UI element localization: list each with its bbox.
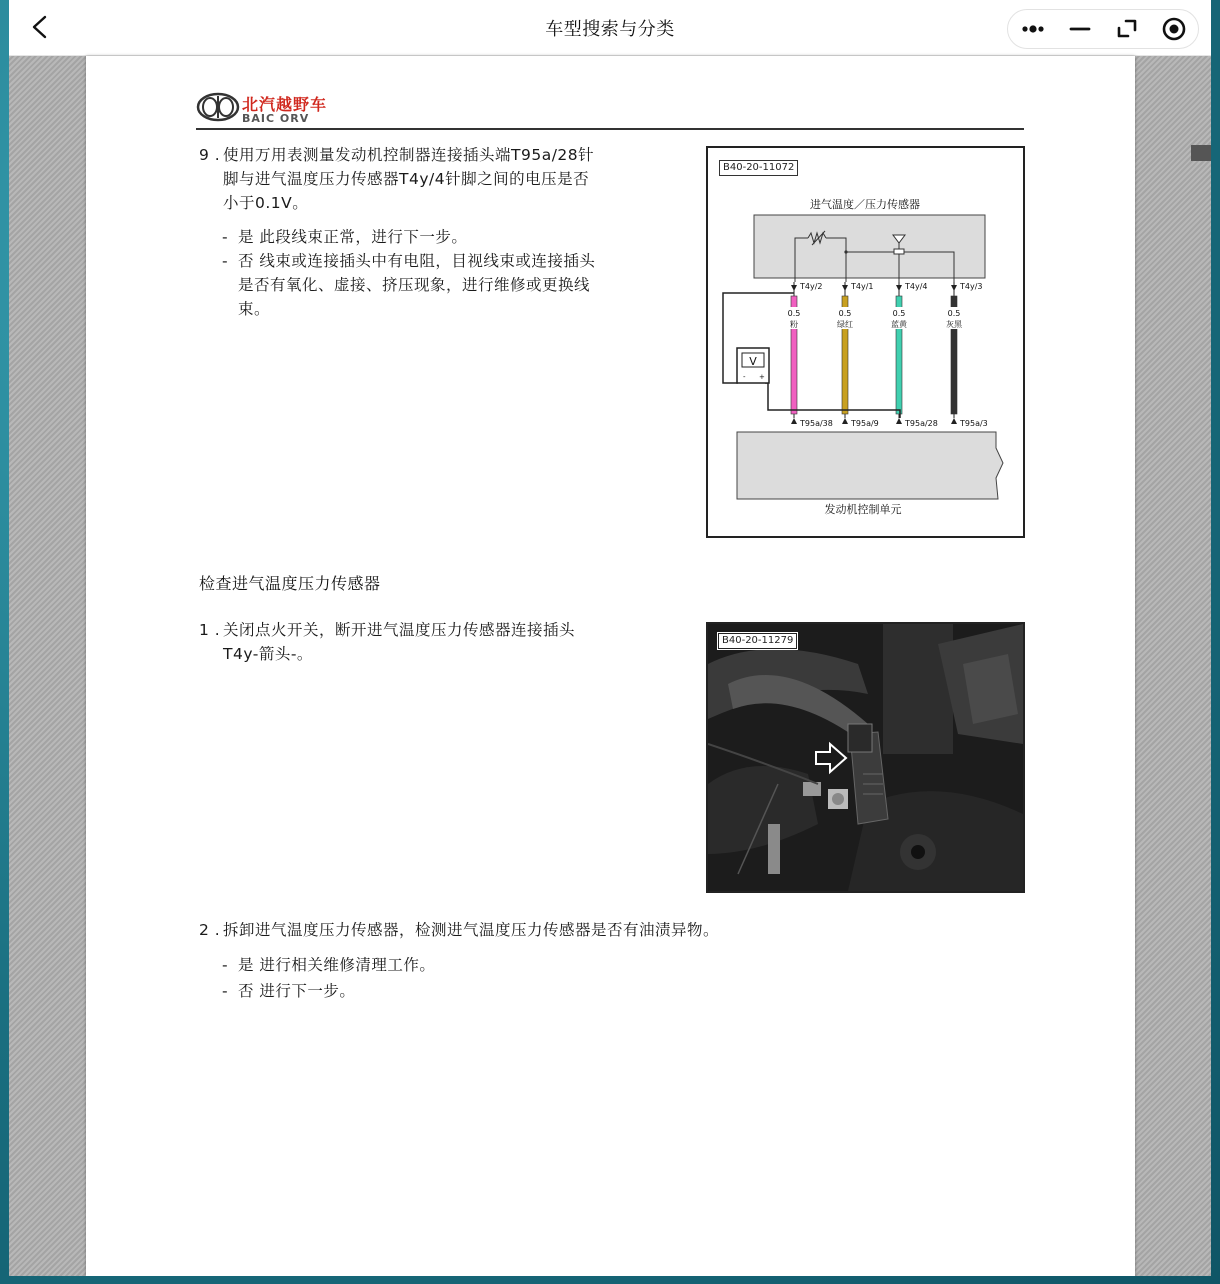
pin-label-top: T4y/1 [851, 282, 874, 291]
restore-icon [1113, 15, 1141, 43]
sub-line: 否 进行下一步。 [238, 982, 356, 1000]
step-number: 9 . [199, 146, 221, 164]
check-step-2 [199, 918, 1029, 944]
more-button[interactable] [1019, 15, 1047, 43]
ecu-box [737, 432, 1003, 499]
check-step-1 [199, 618, 629, 668]
pin-label-bottom: T95a/38 [800, 419, 833, 428]
wire-gauge: 0.5 [787, 309, 801, 318]
baic-logo-icon [196, 92, 240, 122]
bullet-dash: - [222, 252, 229, 270]
wiring-diagram [706, 146, 1025, 538]
figure-code: B40-20-11072 [719, 160, 798, 176]
brand-logo [196, 92, 328, 126]
step-number: 2 . [199, 921, 221, 939]
minimize-button[interactable] [1066, 15, 1094, 43]
document-page [86, 56, 1135, 1276]
sensor-box [754, 215, 985, 278]
bullet-dash: - [222, 982, 229, 1000]
pin-label-top: T4y/4 [905, 282, 928, 291]
step-9 [199, 143, 629, 217]
more-dots-icon [1019, 15, 1047, 43]
photo-code: B40-20-11279 [718, 633, 797, 649]
pin-label-bottom: T95a/9 [851, 419, 879, 428]
wire-color-label: 粉 [790, 320, 798, 329]
step-line: 脚与进气温度压力传感器T4y/4针脚之间的电压是否 [223, 170, 590, 188]
restore-button[interactable] [1113, 15, 1141, 43]
close-button[interactable] [1160, 15, 1188, 43]
sub-line: 是 此段线束正常，进行下一步。 [238, 228, 468, 246]
wire-gauge: 0.5 [947, 309, 961, 318]
wire-gauge: 0.5 [892, 309, 906, 318]
voltmeter-label: V [749, 355, 757, 368]
logo-text-en: BAIC ORV [242, 112, 310, 125]
pin-arrow-bottom [842, 418, 848, 424]
sub-line: 否 线束或连接插头中有电阻，目视线束或连接插头 [238, 252, 596, 270]
svg-text:+: + [759, 373, 765, 381]
step-number: 1 . [199, 621, 221, 639]
bullet-dash: - [222, 228, 229, 246]
sub-line: 是否有氧化、虚接、挤压现象，进行维修或更换线 [238, 276, 591, 294]
wire-group [770, 282, 988, 452]
target-close-icon [1160, 15, 1188, 43]
pin-arrow-bottom [791, 418, 797, 424]
pin-arrow-top [791, 285, 797, 291]
document-viewer[interactable] [9, 56, 1211, 1276]
wire-gauge: 0.5 [838, 309, 852, 318]
title-bar [9, 0, 1211, 56]
pin-arrow-top [896, 285, 902, 291]
scrollbar-thumb[interactable] [1191, 145, 1211, 161]
pin-label-top: T4y/2 [800, 282, 823, 291]
bullet-dash: - [222, 956, 229, 974]
step-line: T4y-箭头-。 [223, 645, 313, 663]
pin-arrow-bottom [896, 418, 902, 424]
minimize-icon [1066, 15, 1094, 43]
viewer-window [9, 0, 1211, 1276]
sub-line: 是 进行相关维修清理工作。 [238, 956, 436, 974]
ecu-label: 发动机控制单元 [824, 503, 902, 516]
step-line: 使用万用表测量发动机控制器连接插头端T95a/28针 [223, 146, 595, 164]
pin-label-top: T4y/3 [960, 282, 983, 291]
pin-arrow-bottom [951, 418, 957, 424]
step-line: 关闭点火开关，断开进气温度压力传感器连接插头 [223, 621, 576, 639]
window-controls [1007, 9, 1199, 49]
engine-photo-image [708, 624, 1023, 891]
wire-color-label: 绿红 [837, 320, 853, 329]
pin-arrow-top [951, 285, 957, 291]
wiring-diagram-svg [708, 148, 1023, 536]
wire-color-label: 蓝黄 [891, 320, 907, 329]
sensor-label: 进气温度／压力传感器 [810, 198, 920, 211]
section-title: 检查进气温度压力传感器 [199, 574, 381, 593]
header-divider [196, 128, 1024, 130]
sensor-photo [706, 622, 1025, 893]
window-title: 车型搜索与分类 [545, 19, 675, 40]
svg-text:-: - [743, 373, 746, 381]
logo-text-cn: 北汽越野车 [242, 95, 328, 114]
pin-label-bottom: T95a/28 [905, 419, 938, 428]
pin-label-bottom: T95a/3 [960, 419, 988, 428]
step-line: 拆卸进气温度压力传感器，检测进气温度压力传感器是否有油渍异物。 [223, 921, 720, 939]
wire-color-label: 灰黑 [946, 320, 962, 329]
pin-arrow-top [842, 285, 848, 291]
step-line: 小于0.1V。 [223, 194, 309, 212]
sub-line: 束。 [238, 300, 271, 318]
